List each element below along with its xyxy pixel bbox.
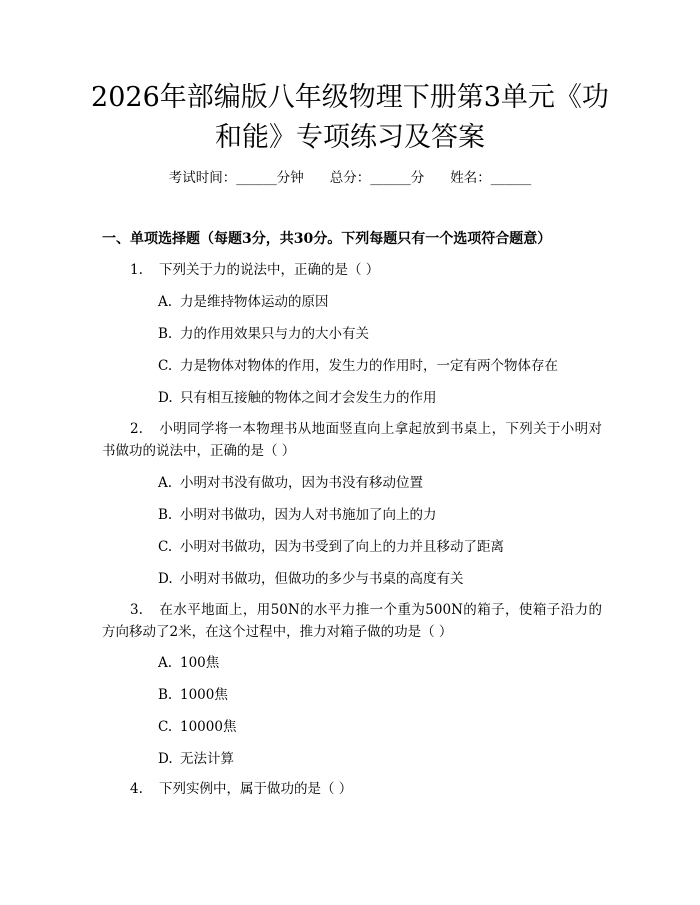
question-number: 3. bbox=[130, 602, 143, 618]
question-stem: 下列实例中，属于做功的是（ ） bbox=[159, 781, 353, 797]
question-2-option-c bbox=[158, 537, 504, 557]
option-letter: B. bbox=[158, 507, 173, 523]
question-2-option-a bbox=[158, 473, 423, 493]
document-title bbox=[60, 78, 640, 158]
option-text: 小明对书没有做功，因为书没有移动位置 bbox=[180, 475, 423, 491]
question-3 bbox=[102, 599, 602, 643]
option-text: 力是维持物体运动的原因 bbox=[180, 294, 329, 310]
question-1-option-b bbox=[158, 324, 369, 344]
question-stem: 小明同学将一本物理书从地面竖直向上拿起放到书桌上，下列关于小明对书做功的说法中，正确的是（ ） bbox=[102, 421, 602, 459]
exam-time-field: 考试时间：______分钟 bbox=[168, 170, 304, 186]
exam-info-line bbox=[0, 168, 700, 188]
question-2-option-d bbox=[158, 569, 464, 589]
option-letter: C. bbox=[158, 358, 173, 374]
question-3-option-d bbox=[158, 749, 234, 769]
option-text: 小明对书做功，因为人对书施加了向上的力 bbox=[180, 507, 437, 523]
option-letter: B. bbox=[158, 687, 173, 703]
question-1-option-a bbox=[158, 292, 329, 312]
question-1-option-c bbox=[158, 356, 558, 376]
option-letter: D. bbox=[158, 751, 173, 767]
title-line-1: 2026年部编版八年级物理下册第3单元《功 bbox=[91, 82, 609, 113]
option-letter: D. bbox=[158, 390, 173, 406]
question-3-option-b bbox=[158, 685, 228, 705]
question-stem: 下列关于力的说法中，正确的是（ ） bbox=[159, 262, 380, 278]
option-letter: C. bbox=[158, 539, 173, 555]
option-text: 力是物体对物体的作用，发生力的作用时，一定有两个物体存在 bbox=[180, 358, 558, 374]
option-text: 力的作用效果只与力的大小有关 bbox=[180, 326, 369, 342]
question-number: 2. bbox=[130, 421, 143, 437]
option-letter: A. bbox=[158, 294, 173, 310]
question-3-option-a bbox=[158, 653, 219, 673]
option-letter: B. bbox=[158, 326, 173, 342]
section-heading: 一、单项选择题（每题3分，共30分。下列每题只有一个选项符合题意） bbox=[102, 231, 552, 247]
option-text: 100焦 bbox=[180, 655, 220, 671]
question-3-option-c bbox=[158, 717, 236, 737]
question-4 bbox=[102, 778, 602, 800]
option-text: 只有相互接触的物体之间才会发生力的作用 bbox=[180, 390, 437, 406]
title-line-2: 和能》专项练习及答案 bbox=[215, 122, 485, 153]
student-name-field: 姓名：______ bbox=[450, 170, 532, 186]
question-1-option-d bbox=[158, 388, 437, 408]
question-number: 4. bbox=[130, 781, 143, 797]
question-1 bbox=[102, 259, 602, 281]
question-number: 1. bbox=[130, 262, 143, 278]
total-score-field: 总分：______分 bbox=[329, 170, 425, 186]
question-stem: 在水平地面上，用50N的水平力推一个重为500N的箱子，使箱子沿力的方向移动了2米，在这个过程中，推力对箱子做的功是（ ） bbox=[102, 602, 602, 640]
option-letter: D. bbox=[158, 571, 173, 587]
option-letter: A. bbox=[158, 475, 173, 491]
question-2 bbox=[102, 418, 602, 462]
question-2-option-b bbox=[158, 505, 437, 525]
option-text: 无法计算 bbox=[180, 751, 234, 767]
option-text: 1000焦 bbox=[180, 687, 228, 703]
option-text: 10000焦 bbox=[180, 719, 237, 735]
option-text: 小明对书做功，但做功的多少与书桌的高度有关 bbox=[180, 571, 464, 587]
option-text: 小明对书做功，因为书受到了向上的力并且移动了距离 bbox=[180, 539, 504, 555]
option-letter: C. bbox=[158, 719, 173, 735]
option-letter: A. bbox=[158, 655, 173, 671]
